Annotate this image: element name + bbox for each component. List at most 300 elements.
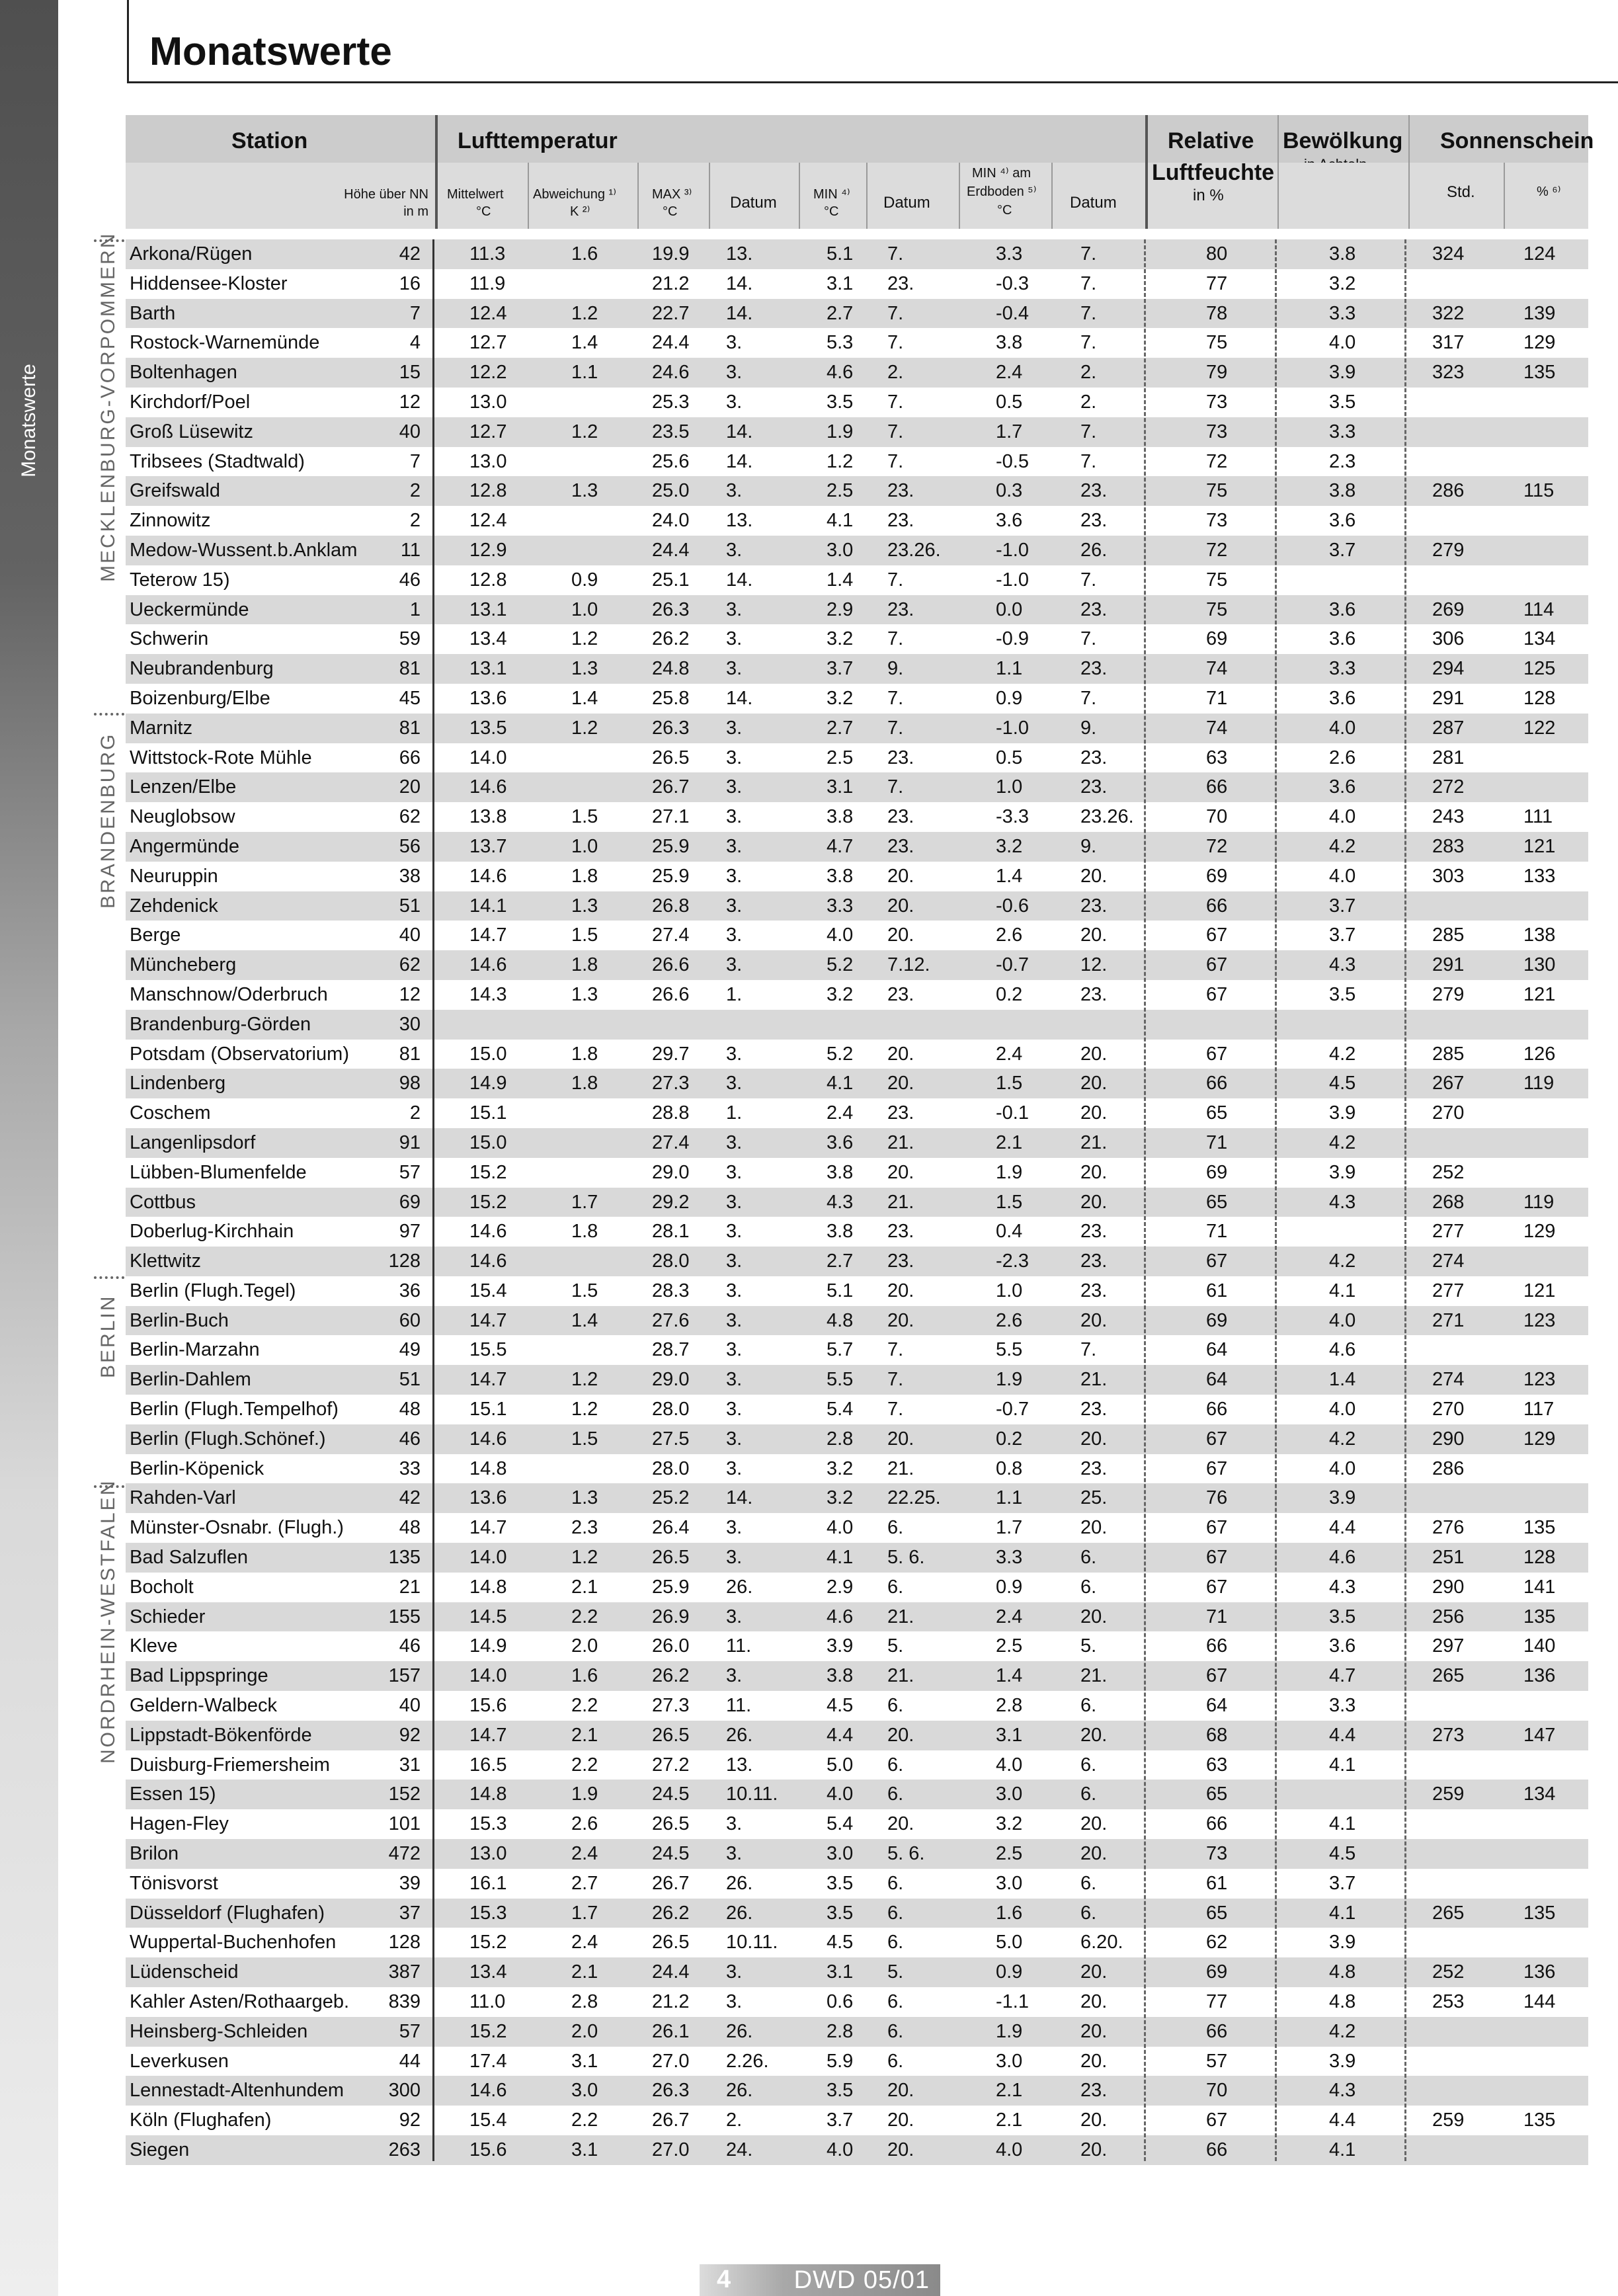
cell-max: 21.2 — [652, 272, 690, 294]
col-mittelwert: Mittelwert °C — [435, 163, 528, 229]
cell-pct: 119 — [1523, 1073, 1555, 1094]
cell-rf: 74 — [1206, 658, 1228, 680]
cell-max-d: 13. — [726, 510, 753, 532]
cell-max: 24.6 — [652, 362, 690, 384]
cell-mittel: 14.6 — [469, 2080, 507, 2102]
table-row — [126, 1780, 1588, 1809]
cell-abw: 1.3 — [571, 983, 598, 1005]
cell-mittel: 15.2 — [469, 1191, 507, 1213]
cell-std: 285 — [1432, 1043, 1465, 1065]
cell-mittel: 13.0 — [469, 1843, 507, 1865]
cell-max-d: 13. — [726, 1754, 753, 1776]
table-row — [126, 1040, 1588, 1069]
table-row — [126, 1543, 1588, 1573]
cell-erd-d: 20. — [1080, 1073, 1108, 1094]
cell-max-d: 3. — [726, 539, 743, 561]
cell-hoehe: 92 — [399, 1724, 421, 1746]
cell-pct: 144 — [1523, 1991, 1556, 2013]
cell-mittel: 15.3 — [469, 1902, 507, 1924]
cell-rf: 70 — [1206, 2080, 1228, 2102]
cell-std: 283 — [1432, 835, 1465, 857]
table-row — [126, 299, 1588, 329]
cell-erd-d: 12. — [1080, 954, 1108, 976]
cell-abw: 2.1 — [571, 1576, 598, 1598]
cell-erd: 3.0 — [996, 1872, 1023, 1894]
cell-bew: 4.8 — [1329, 1991, 1356, 2013]
cell-erd-d: 23. — [1080, 2080, 1108, 2102]
cell-erd: 2.1 — [996, 2110, 1023, 2131]
table-row — [126, 1247, 1588, 1276]
cell-min: 4.1 — [827, 1547, 854, 1569]
cell-hoehe: 263 — [388, 2139, 421, 2160]
cell-abw: 2.0 — [571, 2020, 598, 2042]
cell-erd-d: 23. — [1080, 1457, 1108, 1479]
cell-name: Heinsberg-Schleiden — [130, 2020, 308, 2042]
cell-name: Berlin (Flugh.Tegel) — [130, 1280, 296, 1301]
cell-name: Lenzen/Elbe — [130, 776, 237, 798]
cell-std: 276 — [1432, 1517, 1465, 1539]
cell-mittel: 14.0 — [469, 1665, 507, 1687]
cell-name: Kleve — [130, 1635, 178, 1657]
cell-mittel: 15.4 — [469, 2110, 507, 2131]
cell-abw: 1.2 — [571, 628, 598, 650]
table-row — [126, 921, 1588, 950]
cell-min-d: 6. — [887, 1695, 904, 1717]
cell-min-d: 7. — [887, 421, 904, 442]
cell-name: Bad Salzuflen — [130, 1547, 248, 1569]
cell-erd: 3.3 — [996, 243, 1023, 265]
cell-mittel: 12.7 — [469, 332, 507, 354]
cell-max: 23.5 — [652, 421, 690, 442]
cell-name: Berge — [130, 924, 181, 946]
cell-max: 28.8 — [652, 1102, 690, 1124]
cell-bew: 4.3 — [1329, 954, 1356, 976]
cell-min-d: 9. — [887, 658, 904, 680]
cell-abw: 1.2 — [571, 1547, 598, 1569]
cell-max-d: 3. — [726, 747, 743, 768]
cell-abw: 1.2 — [571, 1399, 598, 1420]
cell-bew: 3.2 — [1329, 272, 1356, 294]
col-max: MAX ³⁾ °C — [637, 163, 709, 229]
cell-bew: 4.1 — [1329, 2139, 1356, 2160]
cell-bew: 3.8 — [1329, 243, 1356, 265]
footer-badge — [700, 2264, 940, 2296]
cell-rf: 65 — [1206, 1784, 1228, 1805]
cell-bew: 1.4 — [1329, 1369, 1356, 1391]
cell-erd: 0.0 — [996, 598, 1023, 620]
table-row — [126, 1306, 1588, 1336]
cell-rf: 77 — [1206, 272, 1228, 294]
cell-min-d: 7. — [887, 391, 904, 413]
cell-min: 5.9 — [827, 2050, 854, 2072]
cell-rf: 73 — [1206, 510, 1228, 532]
cell-min: 2.7 — [827, 717, 854, 739]
region-label-nrw: NORDRHEIN-WESTFALEN — [97, 1479, 119, 1764]
cell-name: Wuppertal-Buchenhofen — [130, 1932, 337, 1953]
cell-abw: 1.5 — [571, 806, 598, 828]
cell-min-d: 7. — [887, 776, 904, 798]
cell-max: 26.5 — [652, 1547, 690, 1569]
cell-min-d: 5. — [887, 1635, 904, 1657]
cell-name: Leverkusen — [130, 2050, 229, 2072]
cell-mittel: 15.2 — [469, 2020, 507, 2042]
cell-min: 4.5 — [827, 1932, 854, 1953]
table-row — [126, 506, 1588, 536]
cell-max: 25.2 — [652, 1487, 690, 1509]
cell-rf: 65 — [1206, 1191, 1228, 1213]
cell-max-d: 24. — [726, 2139, 753, 2160]
cell-bew: 3.7 — [1329, 539, 1356, 561]
cell-max-d: 3. — [726, 835, 743, 857]
cell-max: 24.8 — [652, 658, 690, 680]
cell-rf: 75 — [1206, 332, 1228, 354]
cell-erd-d: 20. — [1080, 1606, 1108, 1627]
cell-std: 294 — [1432, 658, 1465, 680]
cell-mittel: 14.6 — [469, 1428, 507, 1450]
cell-max-d: 3. — [726, 1991, 743, 2013]
cell-min-d: 6. — [887, 1576, 904, 1598]
cell-erd: -0.5 — [996, 450, 1029, 472]
cell-bew: 4.5 — [1329, 1073, 1356, 1094]
cell-min: 3.0 — [827, 1843, 854, 1865]
cell-min: 3.2 — [827, 1487, 854, 1509]
cell-std: 267 — [1432, 1073, 1465, 1094]
cell-rf: 63 — [1206, 1754, 1228, 1776]
cell-name: Cottbus — [130, 1191, 196, 1213]
cell-mittel: 15.6 — [469, 2139, 507, 2160]
cell-mittel: 12.4 — [469, 302, 507, 324]
cell-hoehe: 42 — [399, 1487, 421, 1509]
cell-min-d: 23. — [887, 806, 914, 828]
cell-min: 5.4 — [827, 1399, 854, 1420]
cell-std: 291 — [1432, 687, 1465, 709]
cell-erd: 4.0 — [996, 2139, 1023, 2160]
table-row — [126, 743, 1588, 773]
cell-max: 27.0 — [652, 2139, 690, 2160]
cell-std: 279 — [1432, 539, 1465, 561]
table-row — [126, 1691, 1588, 1721]
cell-max-d: 2.26. — [726, 2050, 769, 2072]
region-label-mecklenburg: MECKLENBURG-VORPOMMERN — [97, 231, 119, 582]
cell-min: 5.4 — [827, 1813, 854, 1835]
cell-abw: 2.0 — [571, 1635, 598, 1657]
cell-erd-d: 20. — [1080, 2139, 1108, 2160]
cell-max-d: 3. — [726, 362, 743, 384]
cell-max: 26.5 — [652, 1724, 690, 1746]
cell-bew: 2.6 — [1329, 747, 1356, 768]
cell-erd: 1.9 — [996, 1161, 1023, 1183]
cell-max: 26.6 — [652, 954, 690, 976]
cell-pct: 129 — [1523, 332, 1556, 354]
column-divider — [1275, 239, 1277, 2161]
table-row — [126, 1869, 1588, 1899]
cell-rf: 76 — [1206, 1487, 1228, 1509]
cell-rf: 64 — [1206, 1339, 1228, 1361]
cell-min: 4.1 — [827, 1073, 854, 1094]
cell-mittel: 13.6 — [469, 1487, 507, 1509]
cell-min-d: 5. 6. — [887, 1843, 925, 1865]
cell-max-d: 3. — [726, 1606, 743, 1627]
cell-min-d: 7. — [887, 302, 904, 324]
cell-erd-d: 20. — [1080, 1428, 1108, 1450]
table-row — [126, 891, 1588, 921]
table-row — [126, 772, 1588, 802]
cell-min-d: 20. — [887, 1309, 914, 1331]
cell-mittel: 15.6 — [469, 1695, 507, 1717]
cell-erd: 1.4 — [996, 1665, 1023, 1687]
cell-max-d: 3. — [726, 598, 743, 620]
cell-erd-d: 7. — [1080, 332, 1097, 354]
cell-max: 26.9 — [652, 1606, 690, 1627]
cell-mittel: 15.1 — [469, 1399, 507, 1420]
cell-max-d: 3. — [726, 1131, 743, 1153]
cell-name: Lippstadt-Bökenförde — [130, 1724, 312, 1746]
cell-abw: 1.3 — [571, 480, 598, 502]
table-row — [126, 417, 1588, 447]
cell-hoehe: 16 — [399, 272, 421, 294]
table-row — [126, 1424, 1588, 1454]
cell-abw: 1.4 — [571, 687, 598, 709]
cell-erd: 0.9 — [996, 687, 1023, 709]
table-header-groups — [126, 115, 1594, 163]
cell-pct: 123 — [1523, 1309, 1556, 1331]
cell-erd: -1.0 — [996, 569, 1029, 591]
cell-pct: 135 — [1523, 1606, 1556, 1627]
cell-abw: 1.5 — [571, 1428, 598, 1450]
cell-bew: 4.3 — [1329, 1576, 1356, 1598]
cell-abw: 1.8 — [571, 954, 598, 976]
cell-hoehe: 7 — [409, 302, 421, 324]
cell-mittel: 11.3 — [469, 243, 506, 265]
cell-hoehe: 20 — [399, 776, 421, 798]
col-pct: % ⁶⁾ — [1504, 163, 1588, 229]
cell-max-d: 3. — [726, 865, 743, 887]
cell-hoehe: 12 — [399, 983, 421, 1005]
cell-min: 5.2 — [827, 1043, 854, 1065]
cell-erd: 1.5 — [996, 1191, 1023, 1213]
cell-rf: 75 — [1206, 569, 1228, 591]
cell-rf: 66 — [1206, 1813, 1228, 1835]
cell-mittel: 11.9 — [469, 272, 506, 294]
cell-max: 28.7 — [652, 1339, 690, 1361]
cell-std: 252 — [1432, 1161, 1465, 1183]
cell-max: 26.7 — [652, 2110, 690, 2131]
cell-rf: 72 — [1206, 450, 1228, 472]
cell-abw: 2.2 — [571, 1754, 598, 1776]
cell-min: 5.1 — [827, 1280, 854, 1301]
cell-erd: 1.1 — [996, 658, 1023, 680]
cell-min-d: 5. — [887, 1961, 904, 1983]
cell-max: 26.7 — [652, 1872, 690, 1894]
cell-mittel: 14.7 — [469, 1369, 507, 1391]
cell-min: 3.2 — [827, 687, 854, 709]
cell-rf: 79 — [1206, 362, 1228, 384]
cell-name: Lennestadt-Altenhundem — [130, 2080, 344, 2102]
cell-name: Schwerin — [130, 628, 209, 650]
cell-erd-d: 23. — [1080, 776, 1108, 798]
cell-max: 26.3 — [652, 2080, 690, 2102]
cell-max: 28.1 — [652, 1221, 690, 1243]
cell-hoehe: 48 — [399, 1517, 421, 1539]
cell-abw: 1.8 — [571, 1073, 598, 1094]
cell-pct: 121 — [1523, 983, 1556, 1005]
cell-min-d: 2. — [887, 362, 904, 384]
cell-mittel: 14.8 — [469, 1576, 507, 1598]
table-row — [126, 1483, 1588, 1513]
table-row — [126, 1928, 1588, 1957]
cell-mittel: 13.1 — [469, 658, 507, 680]
cell-name: Zinnowitz — [130, 510, 211, 532]
cell-hoehe: 1 — [409, 598, 421, 620]
cell-max: 27.6 — [652, 1309, 690, 1331]
cell-min: 4.4 — [827, 1724, 854, 1746]
cell-erd-d: 23. — [1080, 895, 1108, 917]
cell-abw: 1.9 — [571, 1784, 598, 1805]
cell-mittel: 16.1 — [469, 1872, 507, 1894]
cell-erd-d: 2. — [1080, 362, 1097, 384]
cell-min: 3.1 — [827, 1961, 854, 1983]
cell-min: 4.5 — [827, 1695, 854, 1717]
cell-bew: 4.2 — [1329, 2020, 1356, 2042]
cell-min: 5.2 — [827, 954, 854, 976]
cell-abw: 2.2 — [571, 1606, 598, 1627]
cell-erd: 2.8 — [996, 1695, 1023, 1717]
cell-max: 28.0 — [652, 1250, 690, 1272]
cell-min-d: 20. — [887, 1280, 914, 1301]
cell-name: Manschnow/Oderbruch — [130, 983, 328, 1005]
cell-min-d: 21. — [887, 1606, 914, 1627]
cell-name: Tönisvorst — [130, 1872, 218, 1894]
cell-erd-d: 20. — [1080, 1161, 1108, 1183]
cell-max-d: 14. — [726, 687, 753, 709]
cell-name: Siegen — [130, 2139, 190, 2160]
table-row — [126, 980, 1588, 1010]
table-row — [126, 2017, 1588, 2047]
cell-hoehe: 839 — [388, 1991, 421, 2013]
cell-hoehe: 21 — [399, 1576, 421, 1598]
cell-mittel: 13.4 — [469, 628, 507, 650]
cell-abw: 1.3 — [571, 658, 598, 680]
cell-erd-d: 7. — [1080, 272, 1097, 294]
cell-abw: 2.7 — [571, 1872, 598, 1894]
cell-pct: 135 — [1523, 1517, 1556, 1539]
cell-rf: 66 — [1206, 1073, 1228, 1094]
cell-mittel: 12.9 — [469, 539, 507, 561]
cell-rf: 63 — [1206, 747, 1228, 768]
cell-pct: 117 — [1523, 1399, 1555, 1420]
table-row — [126, 624, 1588, 654]
cell-min-d: 20. — [887, 2110, 914, 2131]
cell-rf: 65 — [1206, 1102, 1228, 1124]
cell-bew: 4.3 — [1329, 2080, 1356, 2102]
cell-erd-d: 7. — [1080, 628, 1097, 650]
cell-bew: 3.7 — [1329, 924, 1356, 946]
cell-min-d: 7. — [887, 1399, 904, 1420]
cell-hoehe: 2 — [409, 1102, 421, 1124]
cell-pct: 141 — [1523, 1576, 1556, 1598]
cell-name: Hagen-Fley — [130, 1813, 229, 1835]
cell-max: 26.1 — [652, 2020, 690, 2042]
cell-max: 29.2 — [652, 1191, 690, 1213]
cell-min: 3.2 — [827, 1457, 854, 1479]
cell-mittel: 17.4 — [469, 2050, 507, 2072]
cell-mittel: 15.4 — [469, 1280, 507, 1301]
cell-max-d: 3. — [726, 1399, 743, 1420]
cell-pct: 128 — [1523, 687, 1556, 709]
cell-erd: 1.9 — [996, 2020, 1023, 2042]
cell-std: 306 — [1432, 628, 1465, 650]
cell-bew: 3.5 — [1329, 1606, 1356, 1627]
cell-min-d: 23. — [887, 983, 914, 1005]
cell-mittel: 14.7 — [469, 1309, 507, 1331]
cell-mittel: 15.2 — [469, 1161, 507, 1183]
cell-abw: 1.8 — [571, 865, 598, 887]
cell-erd-d: 7. — [1080, 1339, 1097, 1361]
cell-abw: 1.6 — [571, 243, 598, 265]
cell-hoehe: 81 — [399, 1043, 421, 1065]
table-row — [126, 1957, 1588, 1987]
cell-max: 26.3 — [652, 717, 690, 739]
col-max-datum: Datum — [709, 163, 799, 229]
cell-mittel: 15.1 — [469, 1102, 507, 1124]
cell-pct: 121 — [1523, 1280, 1556, 1301]
cell-std: 303 — [1432, 865, 1465, 887]
cell-erd-d: 23. — [1080, 658, 1108, 680]
cell-hoehe: 66 — [399, 747, 421, 768]
cell-hoehe: 62 — [399, 954, 421, 976]
cell-min: 3.8 — [827, 1221, 854, 1243]
cell-hoehe: 300 — [388, 2080, 421, 2102]
cell-max: 26.8 — [652, 895, 690, 917]
cell-min-d: 6. — [887, 1932, 904, 1953]
cell-erd-d: 20. — [1080, 2110, 1108, 2131]
cell-bew: 4.6 — [1329, 1339, 1356, 1361]
cell-bew: 4.4 — [1329, 1724, 1356, 1746]
cell-max: 27.2 — [652, 1754, 690, 1776]
cell-rf: 69 — [1206, 1161, 1228, 1183]
cell-abw: 1.2 — [571, 1369, 598, 1391]
cell-erd: 2.4 — [996, 1043, 1023, 1065]
cell-min: 5.3 — [827, 332, 854, 354]
cell-name: Rostock-Warnemünde — [130, 332, 320, 354]
cell-name: Berlin-Köpenick — [130, 1457, 264, 1479]
cell-erd: 1.0 — [996, 776, 1023, 798]
cell-min-d: 6. — [887, 1784, 904, 1805]
cell-min-d: 20. — [887, 1428, 914, 1450]
cell-mittel: 12.4 — [469, 510, 507, 532]
cell-rf: 72 — [1206, 835, 1228, 857]
cell-min-d: 22.25. — [887, 1487, 941, 1509]
cell-rf: 71 — [1206, 687, 1228, 709]
cell-min-d: 23.26. — [887, 539, 941, 561]
cell-erd: 0.9 — [996, 1576, 1023, 1598]
cell-mittel: 13.5 — [469, 717, 507, 739]
cell-erd-d: 23. — [1080, 1280, 1108, 1301]
cell-erd: 0.5 — [996, 747, 1023, 768]
cell-mittel: 14.5 — [469, 1606, 507, 1627]
col-abweichung: Abweichung ¹⁾ K ²⁾ — [528, 163, 637, 229]
cell-rf: 66 — [1206, 1399, 1228, 1420]
cell-abw: 2.2 — [571, 1695, 598, 1717]
table-row — [126, 2135, 1588, 2165]
cell-std: 286 — [1432, 1457, 1465, 1479]
cell-min: 4.0 — [827, 1784, 854, 1805]
cell-std: 290 — [1432, 1428, 1465, 1450]
cell-abw: 1.8 — [571, 1043, 598, 1065]
cell-hoehe: 46 — [399, 1635, 421, 1657]
cell-erd-d: 9. — [1080, 717, 1097, 739]
cell-erd: 0.4 — [996, 1221, 1023, 1243]
